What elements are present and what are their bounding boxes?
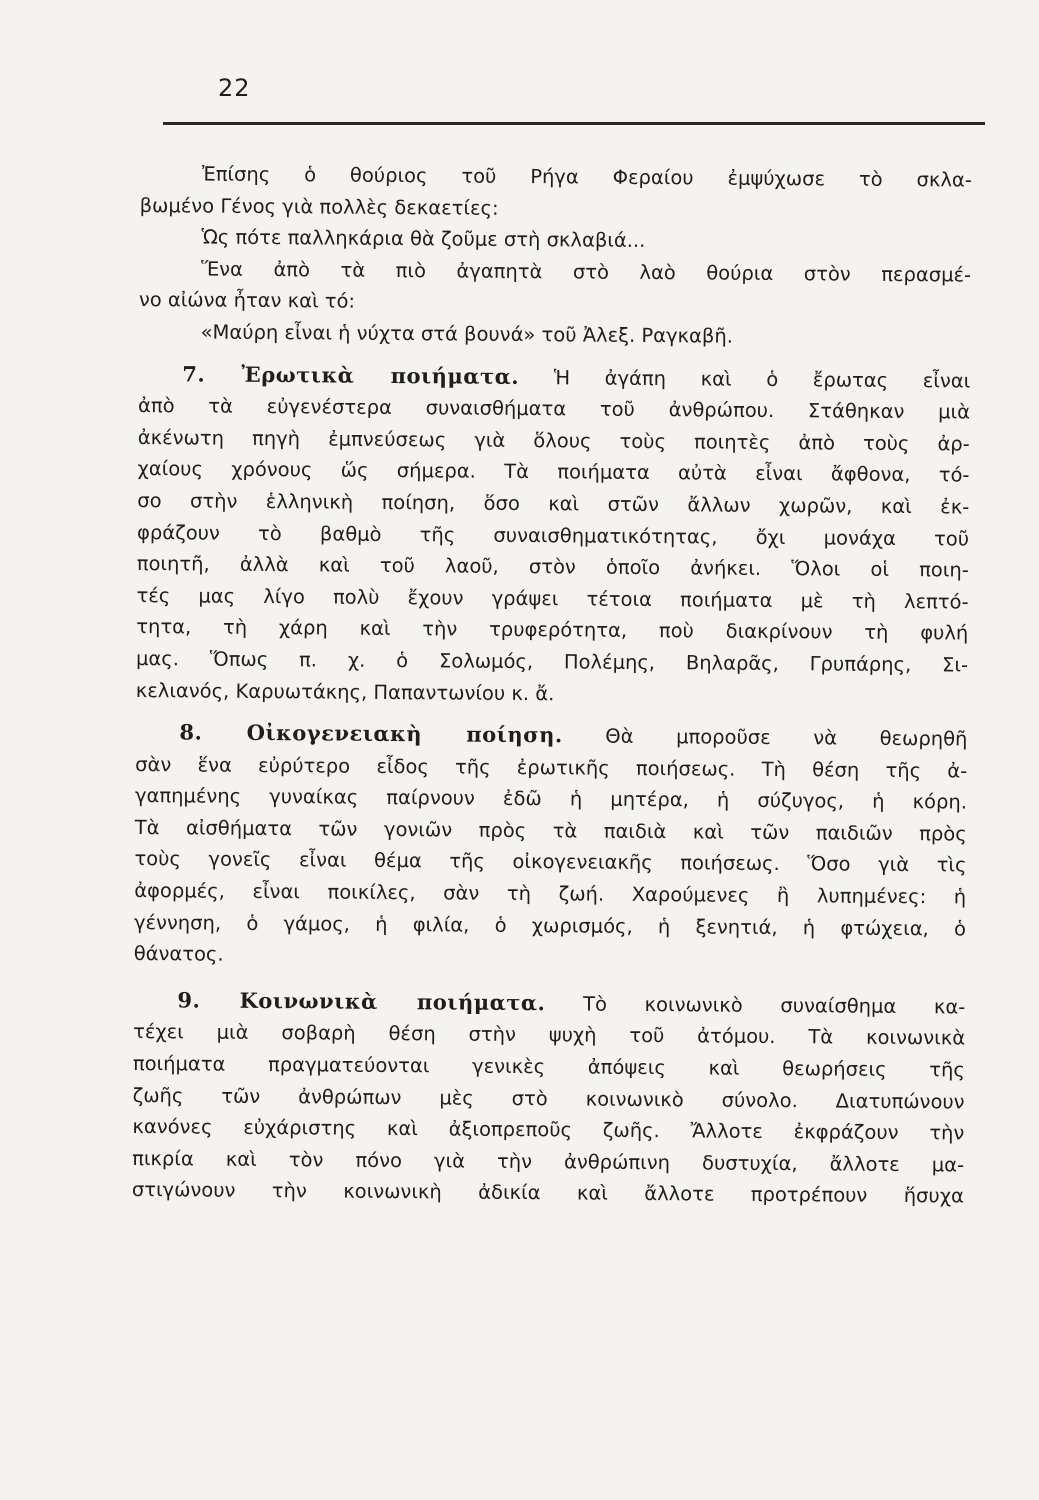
page-body — [132, 158, 972, 1213]
text-line: βωμένο Γένος γιὰ πολλὲς δεκαετίες: — [139, 193, 499, 220]
text-line: ἀπὸ τὰ εὐγενέστερα συναισθήματα τοῦ ἀνθρώπου. Στάθηκαν μιὰ — [137, 394, 971, 424]
text-line: γαπημένης γυναίκας παίρνουν ἐδῶ ἡ μητέρα, ἡ σύζυγος, ἡ κόρη. — [134, 784, 968, 814]
text-line: Τὰ αἰσθήματα τῶν γονιῶν πρὸς τὰ παιδιὰ καὶ τῶν παιδιῶν πρὸς — [134, 815, 967, 846]
text-line: χαίους χρόνους ὥς σήμερα. Τὰ ποιήματα αὐτὰ εἶναι ἄφθονα, τό- — [137, 457, 970, 487]
text-line: πικρία καὶ τὸν πόνο γιὰ τὴν ἀνθρώπινη δυστυχία, ἄλλοτε μα- — [132, 1146, 965, 1177]
section-erotic-poems — [136, 358, 971, 713]
section-social-poems — [132, 984, 966, 1213]
intro-paragraph — [139, 158, 972, 354]
text-line: νο αἰώνα ἦταν καὶ τό: — [138, 288, 356, 314]
text-line: Ἐπίσης ὁ θούριος τοῦ Ρήγα Φεραίου ἐμψύχωσε τὸ σκλα- — [201, 162, 972, 192]
section-family-poetry — [134, 716, 968, 976]
text-line: γέννηση, ὁ γάμος, ἡ φιλία, ὁ χωρισμός, ἡ ξενητιά, ἡ φτώχεια, ὁ — [133, 910, 967, 941]
text-line: φράζουν τὸ βαθμὸ τῆς συναισθηματικότητας, ὄχι μονάχα τοῦ — [136, 520, 970, 551]
section-heading: 7. Ἐρωτικὰ ποιήματα. — [182, 360, 520, 389]
text-line: τοὺς γονεῖς εἶναι θέμα τῆς οἰκογενειακῆς ποιήσεως. Ὅσο γιὰ τὶς — [134, 847, 967, 877]
text-line: τέχει μιὰ σοβαρὴ θέση στὴν ψυχὴ τοῦ ἀτόμου. Τὰ κοινωνικὰ — [133, 1020, 966, 1050]
text-fragment: Θὰ μποροῦσε νὰ θεωρηθῆ — [605, 724, 968, 751]
section-heading: 9. Κοινωνικὰ ποιήματα. — [177, 987, 546, 1016]
text-line: ἀκένωτη πηγὴ ἐμπνεύσεως γιὰ ὅλους τοὺς ποιητὲς ἀπὸ τοὺς ἀρ- — [137, 425, 970, 456]
header-rule — [163, 122, 985, 125]
text-line: ποιητῆ, ἀλλὰ καὶ τοῦ λαοῦ, στὸν ὁποῖο ἀνήκει. Ὅλοι οἱ ποιη- — [136, 552, 969, 582]
text-line: ἀφορμές, εἶναι ποικίλες, σὰν τὴ ζωή. Χαρούμενες ἢ λυπημένες: ἡ — [134, 879, 967, 909]
text-line: τές μας λίγο πολὺ ἔχουν γράψει τέτοια ποιήματα μὲ τὴ λεπτό- — [136, 583, 969, 614]
section-heading: 8. Οἰκογενειακὴ ποίηση. — [179, 719, 563, 748]
quoted-verse: Ὡς πότε παλληκάρια θὰ ζοῦμε στὴ σκλαβιά... — [201, 225, 646, 253]
text-fragment: Ἡ ἀγάπη καὶ ὁ ἔρωτας εἶναι — [553, 365, 971, 393]
text-line: ζωῆς τῶν ἀνθρώπων μὲς στὸ κοινωνικὸ σύνολο. Διατυπώνουν — [132, 1083, 965, 1114]
text-line: σὰν ἕνα εὐρύτερο εἶδος τῆς ἐρωτικῆς ποιήσεως. Τὴ θέση τῆς ἀ- — [135, 752, 968, 783]
quoted-verse: «Μαύρη εἶναι ἡ νύχτα στά βουνά» τοῦ Ἀλεξ. Ραγκαβῆ. — [200, 320, 734, 348]
text-line: τητα, τὴ χάρη καὶ τὴν τρυφερότητα, ποὺ διακρίνουν τὴ φυλή — [136, 615, 969, 645]
text-line: κανόνες εὐχάριστης καὶ ἀξιοπρεποῦς ζωῆς. Ἄλλοτε ἐκφράζουν τὴν — [132, 1115, 965, 1145]
text-fragment: Τὸ κοινωνικὸ συναίσθημα κα- — [582, 992, 966, 1019]
text-line: θάνατος. — [133, 942, 224, 966]
text-line: ποιήματα πραγματεύονται γενικὲς ἀπόψεις καὶ θεωρήσεις τῆς — [132, 1052, 965, 1082]
text-line: Ἕνα ἀπὸ τὰ πιὸ ἀγαπητὰ στὸ λαὸ θούρια στὸν περασμέ- — [201, 257, 972, 287]
text-line: σο στὴν ἑλληνικὴ ποίηση, ὅσο καὶ στῶν ἄλλων χωρῶν, καὶ ἐκ- — [137, 488, 970, 519]
text-line: κελιανός, Καρυωτάκης, Παπαντωνίου κ. ἄ. — [135, 678, 555, 705]
text-line: στιγώνουν τὴν κοινωνικὴ ἀδικία καὶ ἄλλοτε προτρέπουν ἥσυχα — [131, 1178, 964, 1208]
text-line: μας. Ὅπως π. χ. ὁ Σολωμός, Πολέμης, Βηλαρᾶς, Γρυπάρης, Σι- — [135, 646, 969, 677]
page-number: 22 — [218, 74, 251, 102]
